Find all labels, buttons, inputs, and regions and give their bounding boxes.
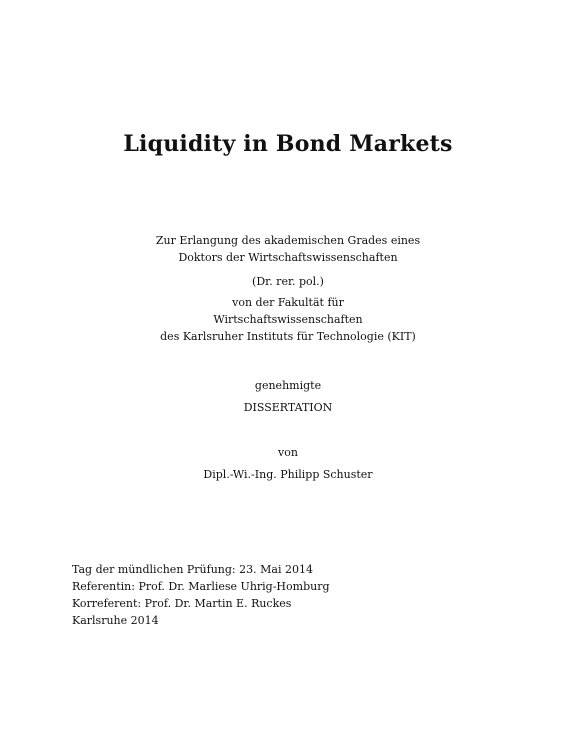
exam-date: Tag der mündlichen Prüfung: 23. Mai 2014 [72, 563, 313, 576]
dissertation-line: DISSERTATION [243, 401, 333, 414]
author-block [0, 444, 576, 483]
purpose-block [0, 232, 576, 266]
by-line: von [278, 446, 298, 459]
purpose-line-1: Zur Erlangung des akademischen Grades eines [155, 234, 421, 247]
referee: Referentin: Prof. Dr. Marliese Uhrig-Homburg [72, 580, 330, 593]
degree-line: (Dr. rer. pol.) [252, 275, 324, 288]
footer-info [72, 561, 330, 629]
approval-block [0, 377, 576, 416]
coreferee: Korreferent: Prof. Dr. Martin E. Ruckes [72, 597, 292, 610]
approved-line: genehmigte [254, 379, 322, 392]
faculty-line-2: Wirtschaftswissenschaften [213, 313, 363, 326]
purpose-line-2: Doktors der Wirtschaftswissenschaften [178, 251, 398, 264]
faculty-line-1: von der Fakultät für [232, 296, 344, 309]
faculty-line-3: des Karlsruher Instituts für Technologie (KIT) [160, 330, 416, 343]
faculty-block [0, 294, 576, 345]
place-year: Karlsruhe 2014 [72, 614, 159, 627]
degree-block [0, 273, 576, 290]
author-name: Dipl.-Wi.-Ing. Philipp Schuster [203, 468, 373, 481]
document-title: Liquidity in Bond Markets [123, 131, 453, 157]
